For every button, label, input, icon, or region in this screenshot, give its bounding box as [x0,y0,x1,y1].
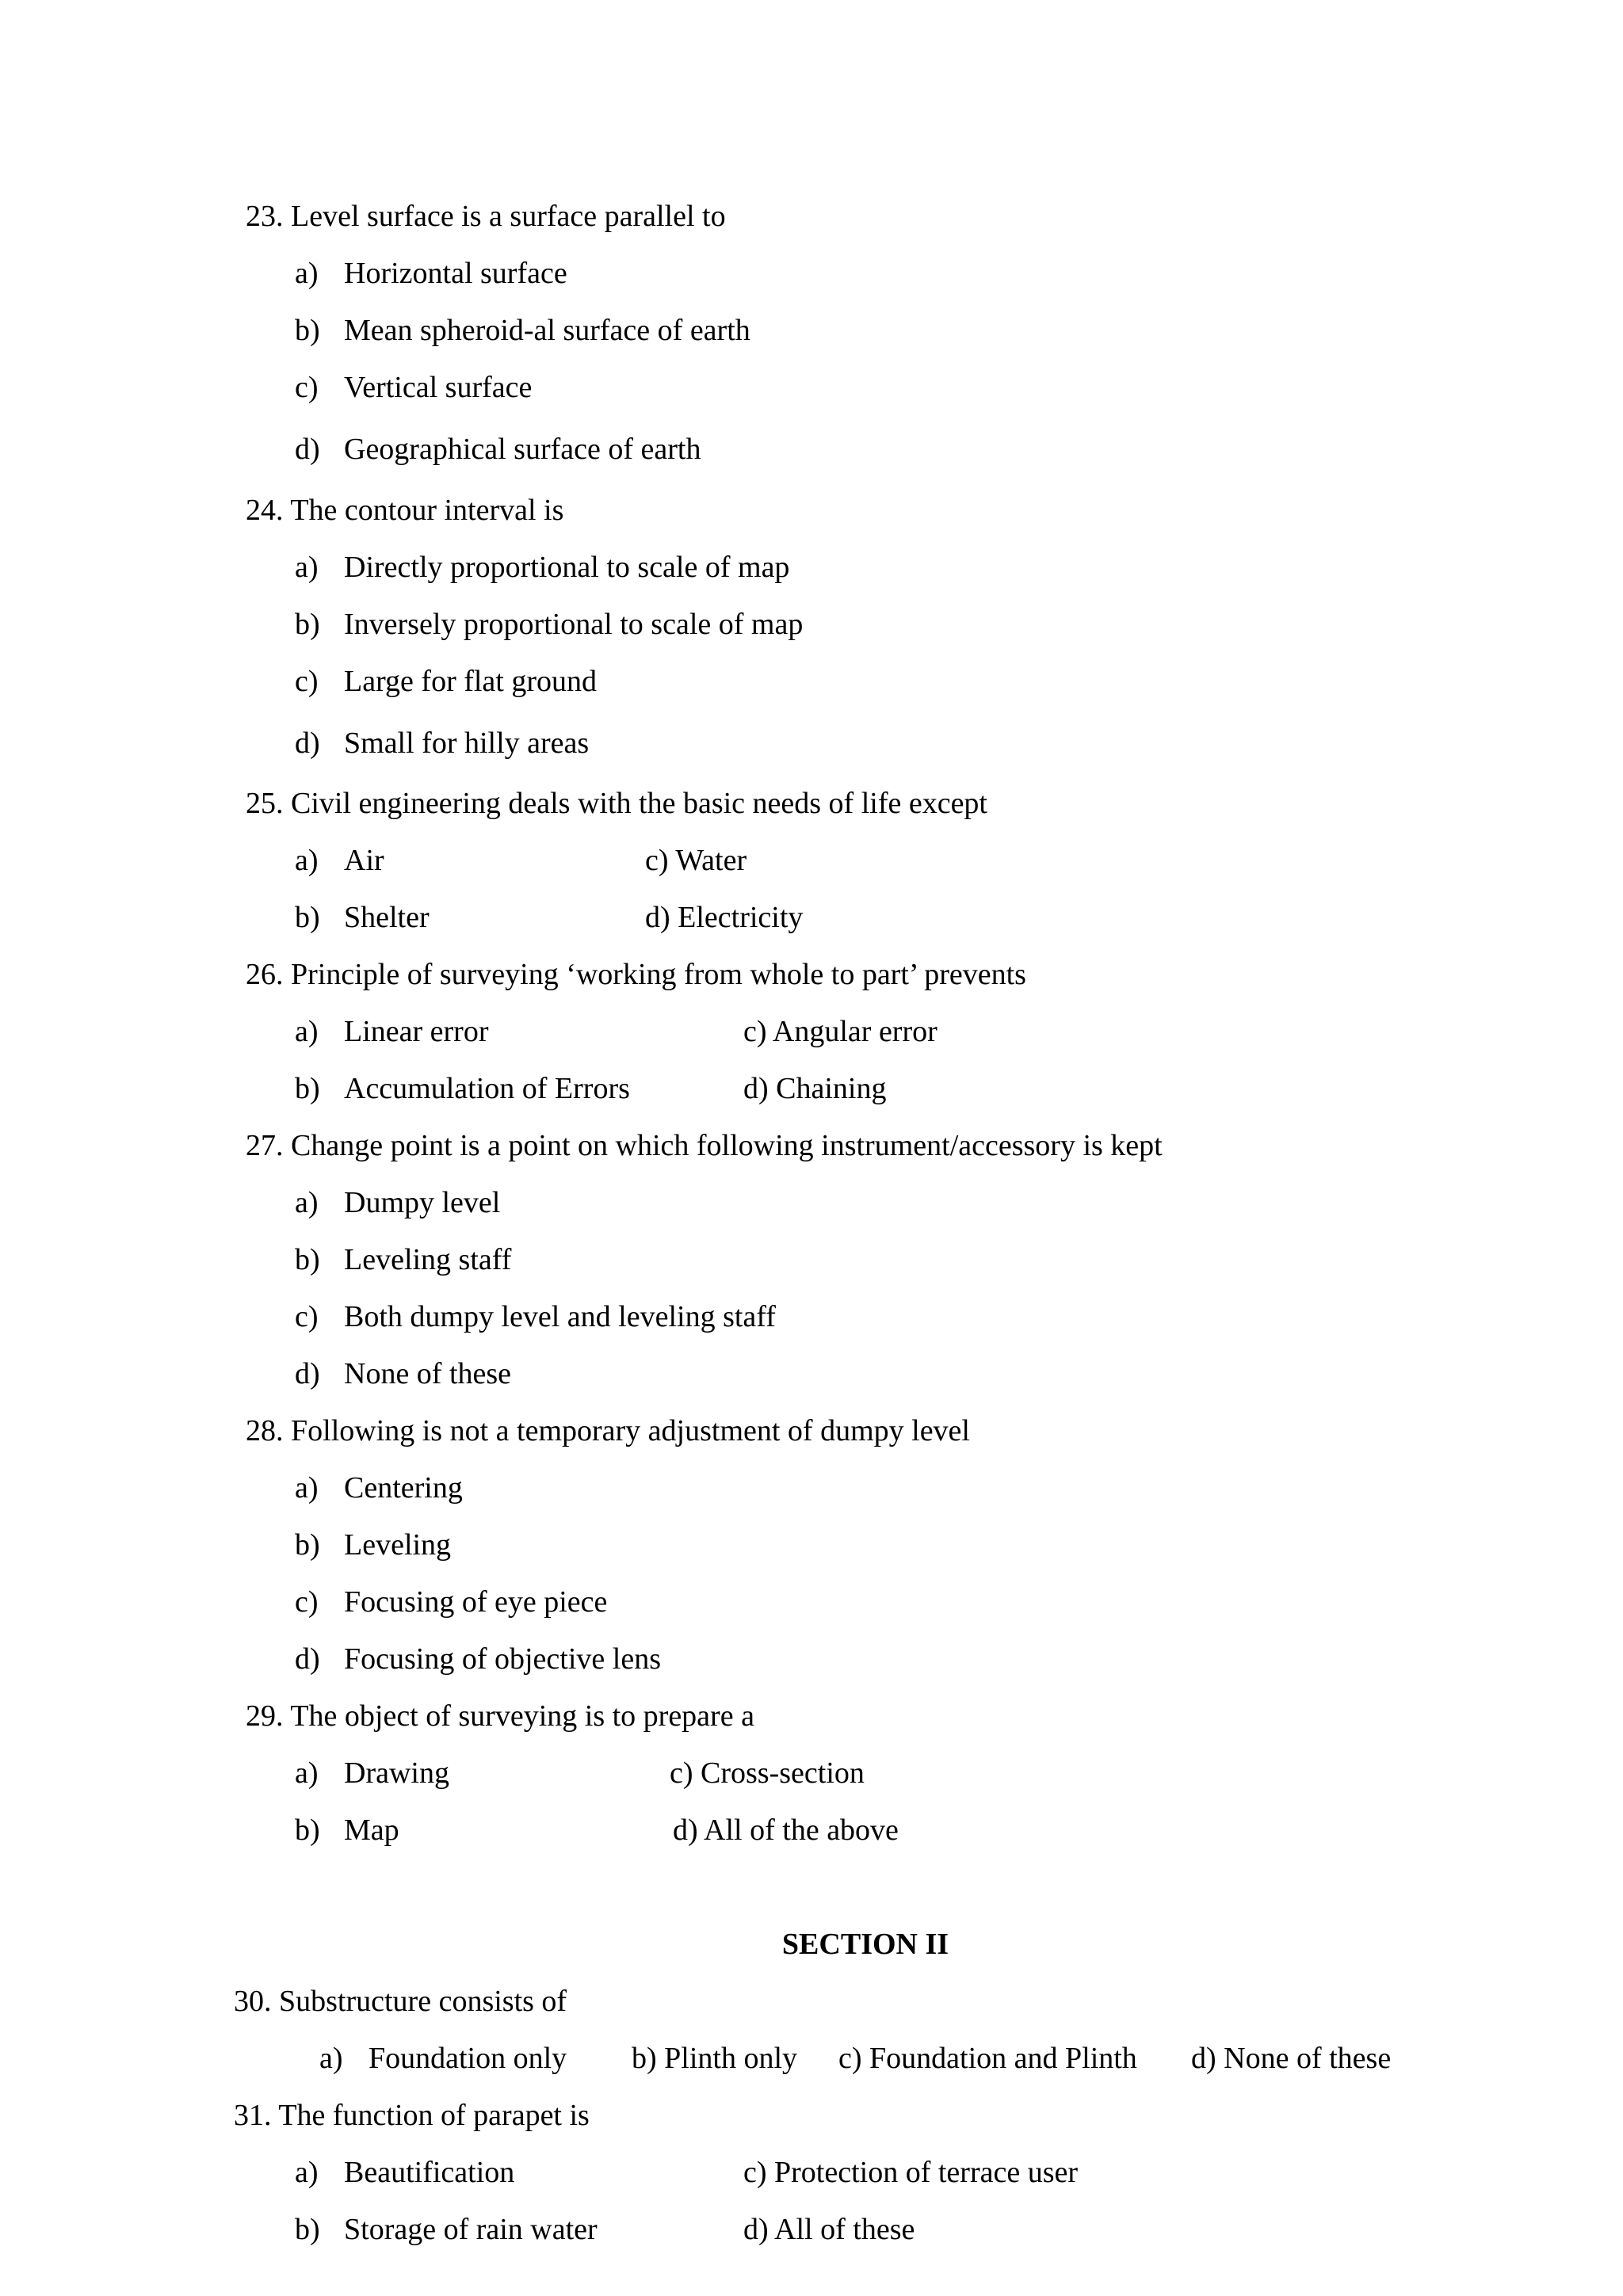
question-25: 25. Civil engineering deals with the basic needs of life except [246,787,987,820]
option-letter: c) [295,371,319,404]
section-heading: SECTION II [781,1928,949,1961]
question-23: 23. Level surface is a surface parallel to [246,200,726,233]
option-d [295,434,701,464]
option-a [295,258,567,288]
option-text: Drawing [344,1756,449,1790]
option-letter: c) [295,1300,319,1333]
option-text: Focusing of objective lens [344,1642,661,1676]
option-text: Beautification [344,2156,515,2189]
option-letter: c) [295,665,319,698]
option-letter: b) [295,1243,320,1276]
option-letter: c) [295,1585,319,1619]
option-letter: d) [295,727,320,760]
option-text: Directly proportional to scale of map [344,551,790,584]
option-letter: a) [295,1186,319,1219]
option-letter: d) [295,1357,320,1390]
option-a [295,552,789,582]
option-d: d) None of these [1191,2042,1392,2075]
option-letter: b) [295,2213,320,2246]
option-letter: b) [295,608,320,641]
option-d: d) All of these [743,2213,915,2246]
option-d: d) Chaining [743,1072,887,1105]
option-d: d) Electricity [645,901,804,934]
option-letter: b) [295,314,320,347]
option-text: Small for hilly areas [344,727,590,760]
option-letter: b) [295,1814,320,1847]
option-text: Foundation only [369,2042,567,2075]
option-c: c) Angular error [743,1015,938,1048]
option-text: Storage of rain water [344,2213,598,2246]
option-a [295,1016,489,1047]
option-text: Dumpy level [344,1186,501,1219]
option-d [295,1644,661,1674]
option-text: Linear error [344,1015,489,1048]
question-29: 29. The object of surveying is to prepare a [246,1699,754,1733]
option-b [295,315,750,345]
option-text: Map [344,1814,399,1847]
option-text: Inversely proportional to scale of map [344,608,804,641]
option-c [295,1302,776,1332]
option-text: Horizontal surface [344,257,567,290]
option-b [295,609,803,639]
option-text: Shelter [344,901,430,934]
option-letter: a) [295,2156,319,2189]
option-text: Large for flat ground [344,665,598,698]
question-28: 28. Following is not a temporary adjustment of dumpy level [246,1414,970,1447]
option-b [295,1245,511,1275]
question-24: 24. The contour interval is [246,494,564,527]
option-b [295,1530,451,1560]
option-text: Both dumpy level and leveling staff [344,1300,776,1333]
option-text: Vertical surface [344,371,533,404]
option-b [295,2214,598,2245]
option-c: c) Water [645,844,747,877]
option-letter: d) [295,433,320,466]
option-c [295,1587,607,1617]
option-d [295,1359,511,1389]
option-b [295,902,430,933]
option-text: Air [344,844,384,877]
option-text: Mean spheroid-al surface of earth [344,314,750,347]
option-a [295,1758,449,1788]
option-text: Focusing of eye piece [344,1585,608,1619]
option-text: Geographical surface of earth [344,433,701,466]
option-d [295,728,589,758]
option-letter: a) [319,2042,343,2075]
option-c: c) Protection of terrace user [743,2156,1079,2189]
option-text: Centering [344,1471,463,1505]
option-text: Leveling staff [344,1243,512,1276]
option-letter: a) [295,257,319,290]
option-text: Accumulation of Errors [344,1072,630,1105]
option-a [319,2043,567,2073]
option-text: None of these [344,1357,512,1390]
option-a [295,2157,514,2187]
option-letter: b) [295,1528,320,1562]
option-b: b) Plinth only [632,2042,798,2075]
option-c: c) Foundation and Plinth [838,2042,1137,2075]
option-letter: a) [295,551,319,584]
question-31: 31. The function of parapet is [234,2099,590,2132]
question-26: 26. Principle of surveying ‘working from whole to part’ prevents [246,958,1026,991]
question-30: 30. Substructure consists of [234,1985,567,2018]
option-letter: d) [295,1642,320,1676]
option-c: c) Cross-section [670,1756,865,1790]
option-c [295,666,597,696]
option-a [295,1188,500,1218]
option-b [295,1815,399,1845]
option-a [295,845,384,875]
option-c [295,372,532,402]
option-letter: a) [295,1471,319,1505]
option-a [295,1473,463,1503]
option-letter: b) [295,901,320,934]
option-b [295,1074,630,1104]
option-text: Leveling [344,1528,452,1562]
option-letter: a) [295,844,319,877]
option-letter: a) [295,1756,319,1790]
option-letter: a) [295,1015,319,1048]
question-27: 27. Change point is a point on which following instrument/accessory is kept [246,1129,1163,1162]
option-d: d) All of the above [673,1814,899,1847]
option-letter: b) [295,1072,320,1105]
